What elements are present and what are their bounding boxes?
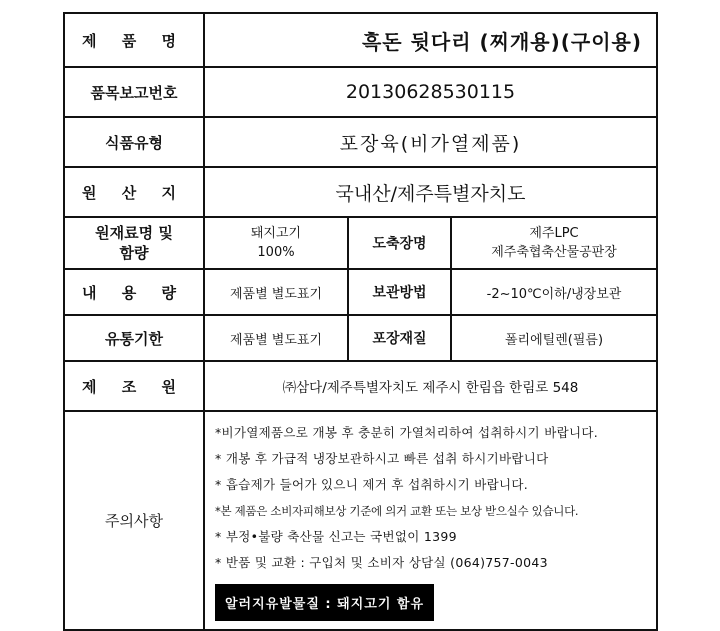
- row-report-number: [64, 67, 657, 117]
- label-food-type: 식품유형: [64, 117, 204, 167]
- value-volume: 제품별 별도표기: [204, 269, 348, 315]
- food-label-table: [63, 12, 658, 631]
- row-cautions: [64, 411, 657, 630]
- value-origin: 국내산/제주특별자치도: [204, 167, 657, 217]
- value-food-type: 포장육(비가열제품): [204, 117, 657, 167]
- ingredient-percent: 100%: [257, 245, 295, 260]
- label-expiry: 유통기한: [64, 315, 204, 361]
- slaughterhouse-line1: 제주LPC: [529, 226, 579, 241]
- caution-line: * 반품 및 교환 : 구입처 및 소비자 상담실 (064)757-0043: [215, 555, 548, 570]
- row-volume-storage: [64, 269, 657, 315]
- value-expiry: 제품별 별도표기: [204, 315, 348, 361]
- row-food-type: [64, 117, 657, 167]
- label-report-number: 품목보고번호: [64, 67, 204, 117]
- value-packaging: 폴리에틸렌(필름): [451, 315, 657, 361]
- value-manufacturer: ㈜삼다/제주특별자치도 제주시 한림읍 한림로 548: [204, 361, 657, 411]
- cautions-cell: [204, 411, 657, 630]
- caution-line: * 부정•불량 축산물 신고는 국번없이 1399: [215, 529, 457, 544]
- label-origin: 원 산 지: [64, 167, 204, 217]
- label-ingredients: 원재료명 및 함량: [64, 217, 204, 269]
- slaughterhouse-line2: 제주축협축산물공판장: [491, 245, 617, 260]
- label-cautions: 주의사항: [64, 411, 204, 630]
- value-slaughterhouse: [451, 217, 657, 269]
- value-storage: -2~10℃이하/냉장보관: [451, 269, 657, 315]
- label-volume: 내 용 량: [64, 269, 204, 315]
- row-ingredients: [64, 217, 657, 269]
- row-product-name: [64, 13, 657, 67]
- allergen-badge: 알러지유발물질 : 돼지고기 함유: [215, 584, 434, 621]
- label-product-name: 제 품 명: [64, 13, 204, 67]
- label-packaging: 포장재질: [348, 315, 451, 361]
- caution-line: * 흡습제가 들어가 있으니 제거 후 섭취하시기 바랍니다.: [215, 477, 528, 492]
- label-manufacturer: 제 조 원: [64, 361, 204, 411]
- value-ingredients: [204, 217, 348, 269]
- caution-line: *본 제품은 소비자피해보상 기준에 의거 교환 또는 보상 받으실수 있습니다.: [215, 504, 579, 518]
- caution-line: * 개봉 후 가급적 냉장보관하시고 빠른 섭취 하시기바랍니다: [215, 451, 549, 466]
- label-storage: 보관방법: [348, 269, 451, 315]
- row-origin: [64, 167, 657, 217]
- value-report-number: 20130628530115: [204, 67, 657, 117]
- label-slaughterhouse: 도축장명: [348, 217, 451, 269]
- value-product-name: 흑돈 뒷다리 (찌개용)(구이용): [204, 13, 657, 67]
- row-manufacturer: [64, 361, 657, 411]
- row-expiry-packaging: [64, 315, 657, 361]
- ingredient-name: 돼지고기: [250, 226, 302, 241]
- caution-line: *비가열제품으로 개봉 후 충분히 가열처리하여 섭취하시기 바랍니다.: [215, 425, 598, 440]
